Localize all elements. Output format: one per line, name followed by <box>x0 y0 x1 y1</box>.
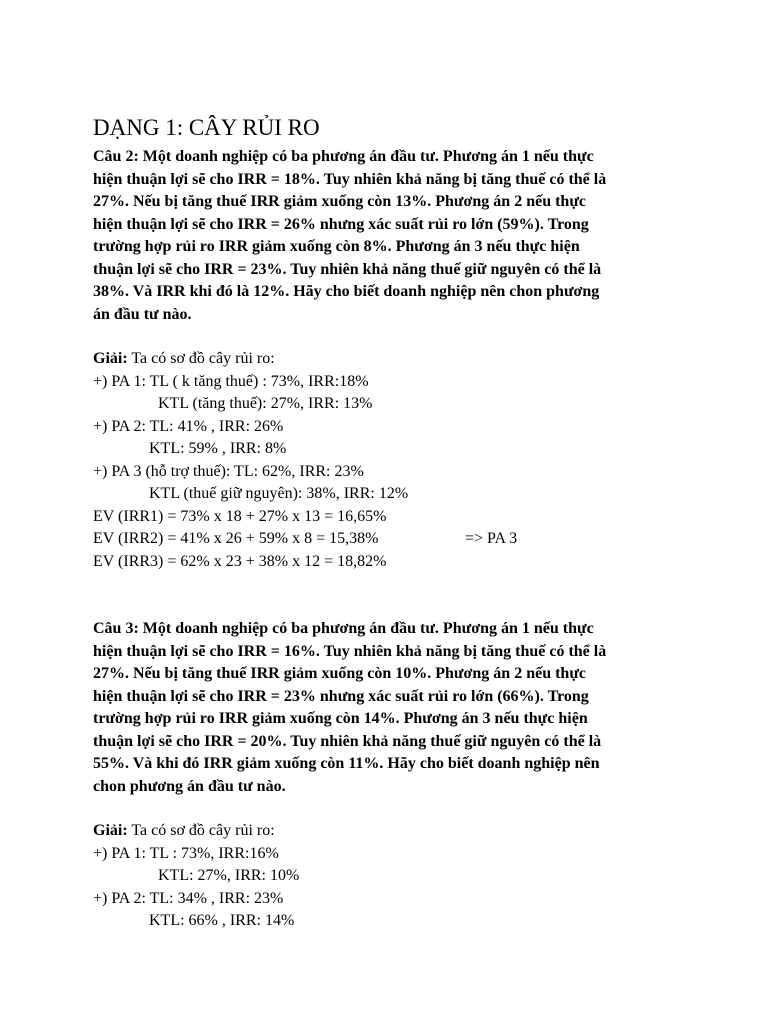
question-2-paragraph <box>93 146 683 326</box>
question-3-line: 27%. Nếu bị tăng thuế IRR giảm xuống còn 10%. Phương án 2 nếu thực <box>93 665 587 682</box>
question-2-line: thuận lợi sẽ cho IRR = 23%. Tuy nhiên khả năng thuế giữ nguyên có thể là <box>93 260 602 278</box>
question-2-line: 38%. Và IRR khi đó là 12%. Hãy cho biết doanh nghiệp nên chon phương <box>93 283 600 300</box>
ev-irr1: EV (IRR1) = 73% x 18 + 27% x 13 = 16,65% <box>93 507 387 525</box>
question-3-line: hiện thuận lợi sẽ cho IRR = 23% nhưng xác suất rủi ro lớn (66%). Trong <box>93 687 589 705</box>
ev-irr3: EV (IRR3) = 62% x 23 + 38% x 12 = 18,82% <box>93 552 387 570</box>
question-3-line: trường hợp rủi ro IRR giảm xuống còn 14%. Phương án 3 nếu thực hiện <box>93 710 588 727</box>
pa3-unfavorable: KTL (thuế giữ nguyên): 38%, IRR: 12% <box>149 485 409 502</box>
question-3-paragraph <box>93 618 683 798</box>
solution-3 <box>93 820 693 933</box>
pa1-unfavorable: KTL: 27%, IRR: 10% <box>158 867 300 884</box>
question-3-line: thuận lợi sẽ cho IRR = 20%. Tuy nhiên khả năng thuế giữ nguyên có thể là <box>93 732 602 750</box>
solution-label: Giải: <box>93 350 128 367</box>
ev-irr2-row <box>93 528 693 551</box>
solution-3-intro <box>93 820 693 843</box>
ev-irr2: EV (IRR2) = 41% x 26 + 59% x 8 = 15,38% <box>93 530 379 547</box>
question-3-line: chon phương án đầu tư nào. <box>93 777 286 795</box>
pa2-unfavorable: KTL: 66% , IRR: 14% <box>149 912 295 929</box>
question-2-line: trường hợp rủi ro IRR giảm xuống còn 8%. Phương án 3 nếu thực hiện <box>93 238 580 255</box>
question-2-line: án đầu tư nào. <box>93 305 192 323</box>
pa1-unfavorable: KTL (tăng thuế): 27%, IRR: 13% <box>158 395 373 412</box>
question-2-line: hiện thuận lợi sẽ cho IRR = 26% nhưng xác suất rủi ro lớn (59%). Trong <box>93 215 589 233</box>
pa2-favorable: +) PA 2: TL: 34% , IRR: 23% <box>93 889 284 907</box>
question-2-line: hiện thuận lợi sẽ cho IRR = 18%. Tuy nhiên khả năng bị tăng thuế có thể là <box>93 170 607 188</box>
solution-label: Giải: <box>93 822 128 839</box>
conclusion-text: => PA 3 <box>465 530 518 547</box>
pa1-favorable: +) PA 1: TL ( k tăng thuế) : 73%, IRR:18% <box>93 372 369 390</box>
solution-2-intro <box>93 348 693 371</box>
pa1-favorable: +) PA 1: TL : 73%, IRR:16% <box>93 844 279 862</box>
pa2-unfavorable: KTL: 59% , IRR: 8% <box>149 440 287 457</box>
solution-intro-text: Ta có sơ đồ cây rủi ro: <box>127 822 275 839</box>
question-3-line: Câu 3: Một doanh nghiệp có ba phương án đầu tư. Phương án 1 nếu thực <box>93 620 594 637</box>
solution-intro-text: Ta có sơ đồ cây rủi ro: <box>127 350 275 367</box>
pa2-favorable: +) PA 2: TL: 41% , IRR: 26% <box>93 417 284 435</box>
question-3-line: 55%. Và khi đó IRR giảm xuống còn 11%. Hãy cho biết doanh nghiệp nên <box>93 755 600 772</box>
section-title: DẠNG 1: CÂY RỦI RO <box>93 115 320 140</box>
question-2-line: 27%. Nếu bị tăng thuế IRR giảm xuống còn 13%. Phương án 2 nếu thực <box>93 193 587 210</box>
pa3-favorable: +) PA 3 (hỗ trợ thuế): TL: 62%, IRR: 23% <box>93 462 364 480</box>
question-2-line: Câu 2: Một doanh nghiệp có ba phương án đầu tư. Phương án 1 nếu thực <box>93 148 594 165</box>
solution-2 <box>93 348 693 573</box>
question-3-line: hiện thuận lợi sẽ cho IRR = 16%. Tuy nhiên khả năng bị tăng thuế có thể là <box>93 642 607 660</box>
